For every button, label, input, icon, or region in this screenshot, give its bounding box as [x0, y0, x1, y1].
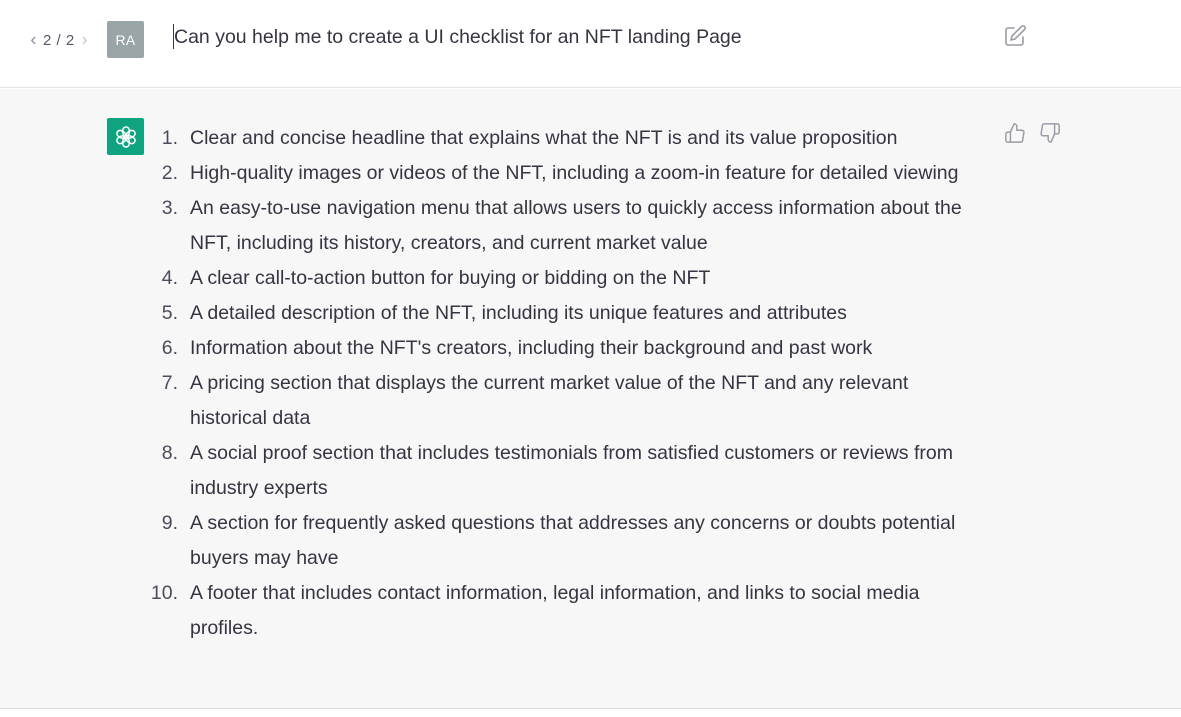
list-item: [150, 261, 1000, 296]
list-item: [150, 331, 1000, 366]
assistant-message-row: [0, 89, 1181, 709]
checklist: [150, 121, 1000, 646]
chevron-left-icon[interactable]: [26, 30, 40, 50]
user-prompt-text[interactable]: Can you help me to create a UI checklist for an NFT landing Page: [174, 26, 742, 48]
assistant-answer: [150, 121, 1000, 646]
list-item-number: 8.: [161, 442, 178, 464]
list-item: [150, 156, 1000, 191]
list-item-text: High-quality images or videos of the NFT, including a zoom-in feature for detailed viewing: [190, 162, 959, 184]
list-item: [150, 366, 1000, 436]
list-item-number: 4.: [161, 267, 178, 289]
response-pager: [26, 30, 92, 50]
list-item-text: A section for frequently asked questions that addresses any concerns or doubts potential buyers may have: [190, 512, 956, 569]
list-item-number: 2.: [161, 162, 178, 184]
list-item: [150, 506, 1000, 576]
user-message-row: [0, 0, 1181, 88]
edit-icon[interactable]: [1003, 24, 1027, 48]
list-item-text: A social proof section that includes testimonials from satisfied customers or reviews from industry experts: [190, 442, 953, 499]
list-item-number: 3.: [161, 197, 178, 219]
thumbs-down-icon[interactable]: [1039, 122, 1061, 144]
list-item-text: Information about the NFT's creators, including their background and past work: [190, 337, 873, 359]
list-item: [150, 436, 1000, 506]
assistant-avatar: [107, 118, 144, 155]
list-item-number: 10.: [150, 582, 178, 604]
list-item-text: Clear and concise headline that explains what the NFT is and its value proposition: [190, 127, 898, 149]
list-item: [150, 576, 1000, 646]
pager-count: 2 / 2: [43, 31, 75, 49]
list-item: [150, 121, 1000, 156]
list-item-number: 5.: [161, 302, 178, 324]
list-item-text: An easy-to-use navigation menu that allows users to quickly access information about the NFT, including its history, creators, and current market value: [190, 197, 962, 254]
list-item-number: 7.: [161, 372, 178, 394]
list-item-text: A pricing section that displays the current market value of the NFT and any relevant historical data: [190, 372, 909, 429]
openai-logo-icon: [113, 124, 139, 150]
user-avatar: RA: [107, 21, 144, 58]
list-item: [150, 296, 1000, 331]
list-item-number: 1.: [161, 127, 178, 149]
thumbs-up-icon[interactable]: [1004, 122, 1026, 144]
list-item-number: 9.: [161, 512, 178, 534]
list-item-text: A clear call-to-action button for buying or bidding on the NFT: [190, 267, 711, 289]
list-item-number: 6.: [161, 337, 178, 359]
list-item-text: A footer that includes contact information, legal information, and links to social media profiles.: [190, 582, 920, 639]
list-item: [150, 191, 1000, 261]
list-item-text: A detailed description of the NFT, including its unique features and attributes: [190, 302, 847, 324]
chevron-right-icon[interactable]: [78, 30, 92, 50]
